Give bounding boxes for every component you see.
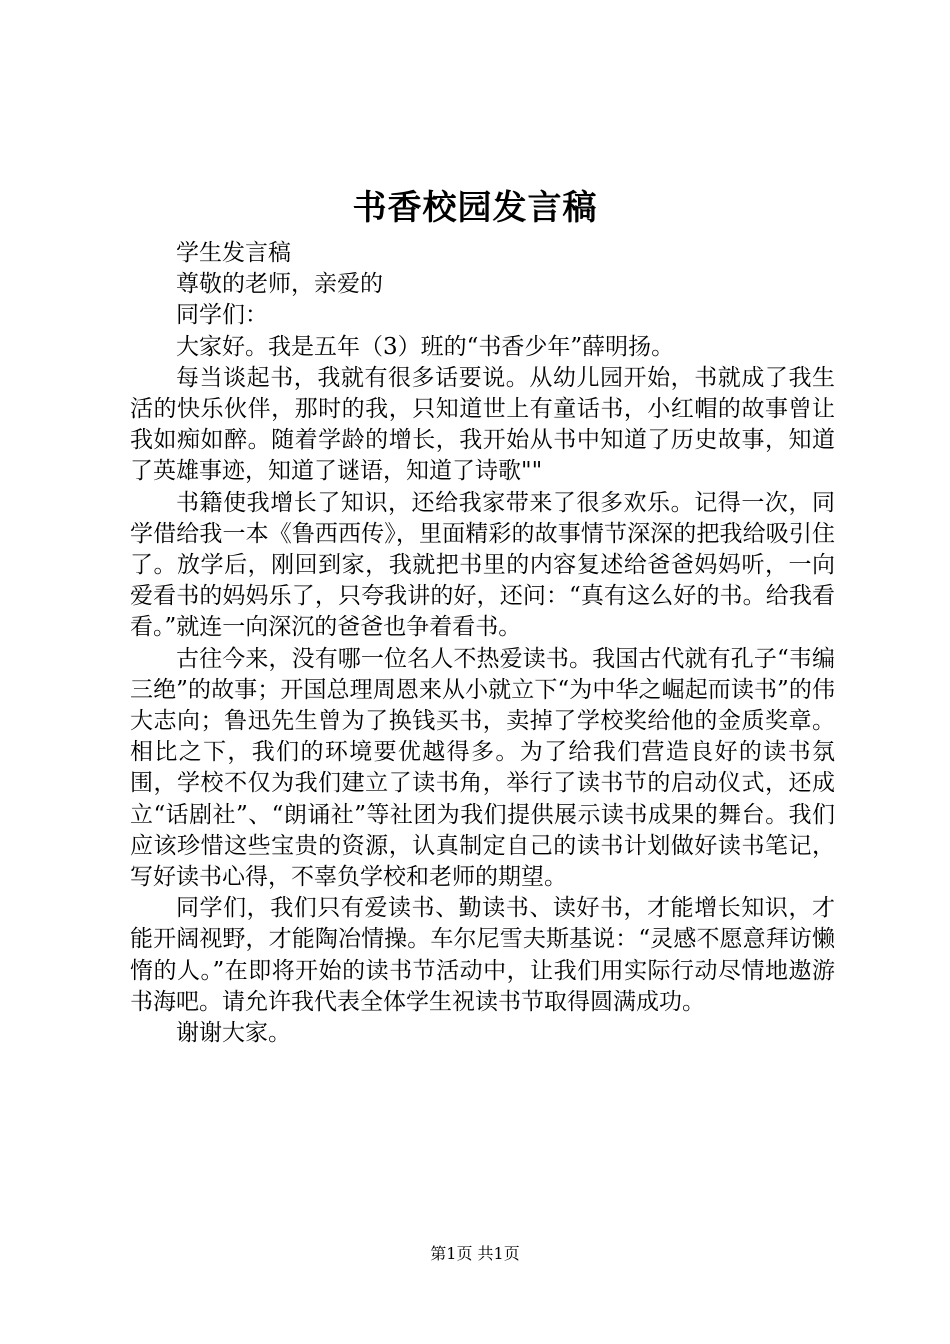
document-title: 书香校园发言稿 [352,188,598,228]
paragraph-4: 大家好。我是五年（3）班的“书香少年”薛明扬。 [176,333,675,360]
paragraph-9: 谢谢大家。 [176,1020,291,1047]
paragraph-7: 古往今来，没有哪一位名人不热爱读书。我国古代就有孔子“韦编三绝”的故事；开国总理周恩来从小就立下“为中华之崛起而读书”的伟大志向；鲁迅先生曾为了换钱买书，卖掉了学校奖给他的金质奖章。相比之下，我们的环境要优越得多。为了给我们营造良好的读书氛围，学校不仅为我们建立了读书角，举行了读书节的启动仪式，还成立“话剧社”、“朗诵社”等社团为我们提供展示读书成果的舞台。我们应该珍惜这些宝贵的资源，认真制定自己的读书计划做好读书笔记，写好读书心得，不辜负学校和老师的期望。 [130,645,835,891]
paragraph-5: 每当谈起书，我就有很多话要说。从幼儿园开始，书就成了我生活的快乐伙伴，那时的我，只知道世上有童话书，小红帽的故事曾让我如痴如醉。随着学龄的增长，我开始从书中知道了历史故事，知道了英雄事迹，知道了谜语，知道了诗歌"" [130,364,835,485]
paragraph-8: 同学们，我们只有爱读书、勤读书、读好书，才能增长知识，才能开阔视野，才能陶冶情操。车尔尼雪夫斯基说：“灵感不愿意拜访懒惰的人。”在即将开始的读书节活动中，让我们用实际行动尽情地遨游书海吧。请允许我代表全体学生祝读书节取得圆满成功。 [130,895,835,1015]
page-footer: 第1页 共1页 [430,1244,520,1263]
paragraph-2: 尊敬的老师，亲爱的 [176,271,383,298]
paragraph-1: 学生发言稿 [176,240,291,266]
paragraph-6: 书籍使我增长了知识，还给我家带来了很多欢乐。记得一次，同学借给我一本《鲁西西传》，里面精彩的故事情节深深的把我给吸引住了。放学后，刚回到家，我就把书里的内容复述给爸爸妈妈听，一向爱看书的妈妈乐了，只夸我讲的好，还问：“真有这么好的书。给我看看。”就连一向深沉的爸爸也争着看书。 [130,489,835,641]
paragraph-3: 同学们： [176,302,268,329]
document-body [130,238,835,1049]
